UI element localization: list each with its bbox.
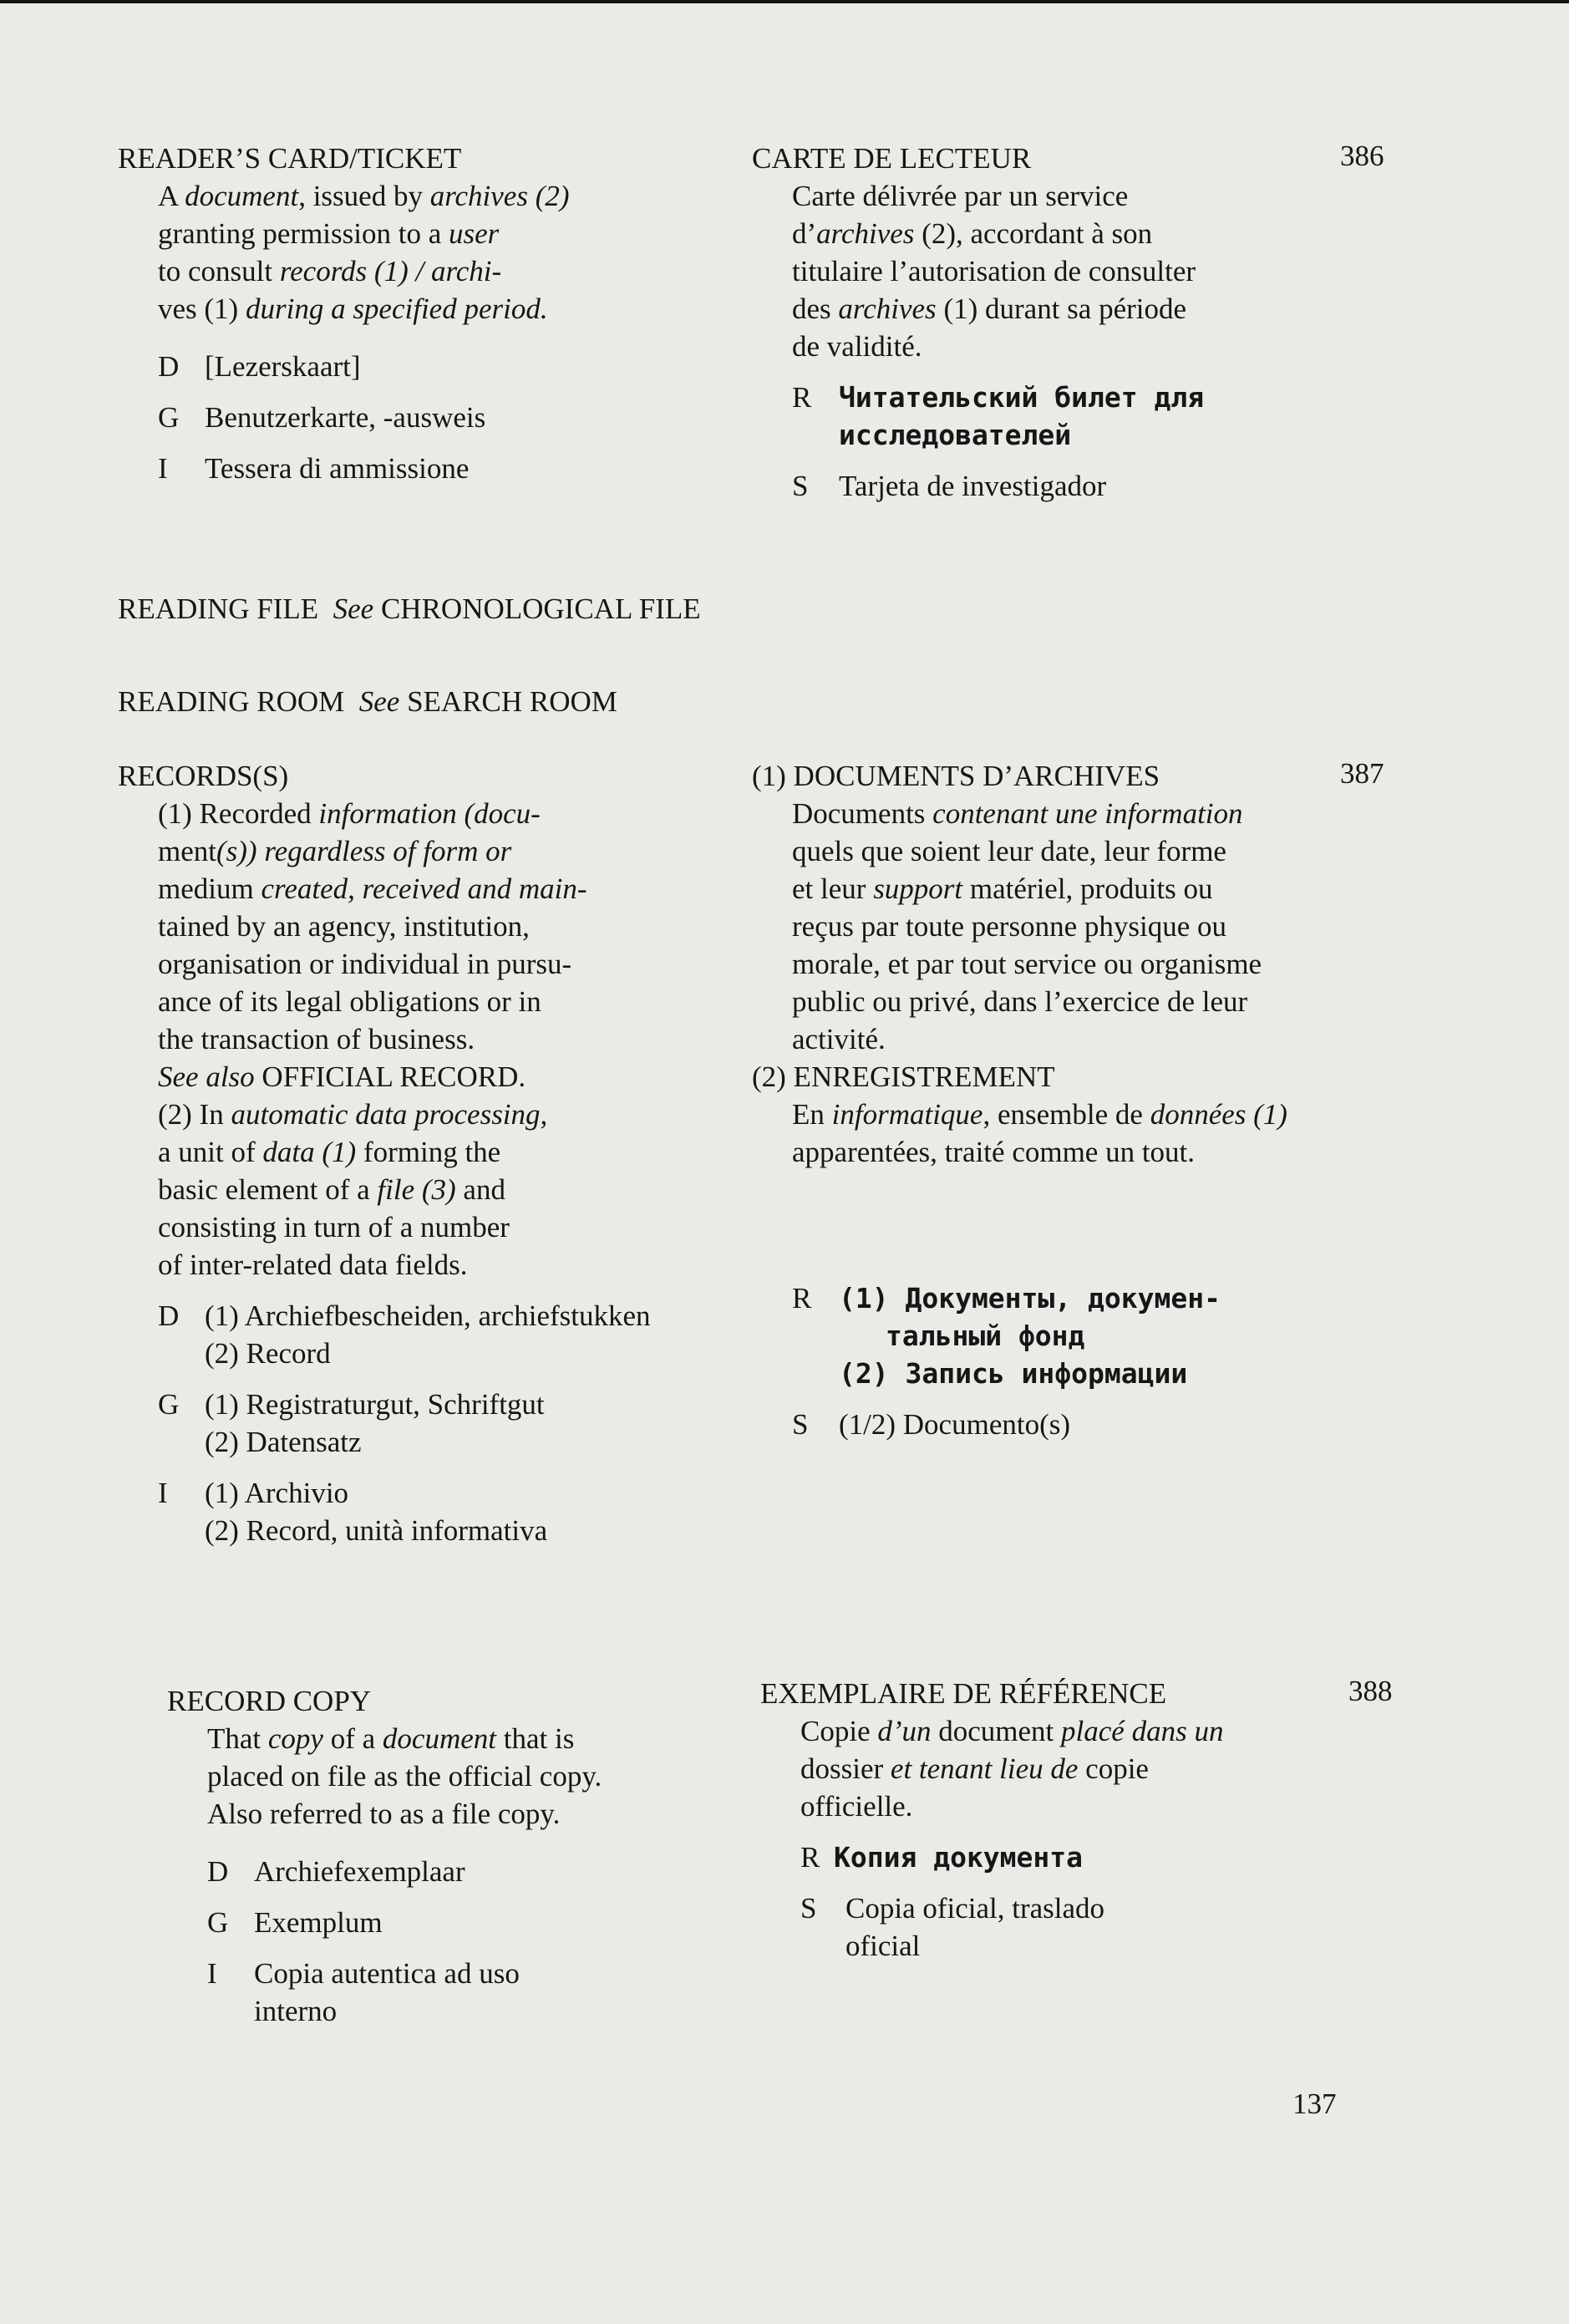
xref-reading-file: READING FILE See CHRONOLOGICAL FILE [118,592,701,625]
definition-line: basic element of a file (3) and [158,1173,505,1206]
definition-line: dossier et tenant lieu de copie [800,1752,1149,1785]
entry-388-english [167,1682,735,2030]
definition-line: tained by an agency, institution, [158,910,530,943]
definition-line: des archives (1) durant sa période [792,292,1187,325]
definition-line: de validité. [792,330,922,363]
definition-line: the transaction of business. [158,1023,475,1055]
entry-387-french [752,757,1404,1443]
entry-388-fr-term: EXEMPLAIRE DE RÉFÉRENCE [760,1677,1167,1710]
definition-line: placed on file as the official copy. [207,1760,602,1793]
entry-388-russian: R Копия документа [800,1841,1084,1874]
definition-line: En informatique, ensemble de données (1) [792,1098,1287,1131]
entry-388-spanish: S Copia oficial, traslado oficial [800,1892,1105,1962]
definition-line: apparentées, traité comme un tout. [792,1136,1196,1168]
entry-386-russian: R Читательский билет для исследователей [792,381,1205,451]
definition-line: quels que soient leur date, leur forme [792,835,1226,867]
definition-line: d’archives (2), accordant à son [792,217,1153,250]
definition-line: titulaire l’autorisation de consulter [792,255,1196,287]
definition-line: granting permission to a user [158,217,500,250]
entry-386-fr-definition [792,177,1420,365]
entry-387-russian: R (1) Документы, докумен- тальный фонд (2) Запись информации [792,1282,1221,1390]
definition-line: That copy of a document that is [207,1722,575,1755]
entry-386-german: G Benutzerkarte, -ausweis [158,401,486,434]
entry-387-english [118,757,753,1549]
definition-line: of inter-related data fields. [158,1248,468,1281]
entry-387-dutch: D (1) Archiefbescheiden, archiefstukken (2) Record [158,1299,651,1370]
entry-386-number: 386 [1340,140,1384,172]
entry-388-en-term: RECORD COPY [167,1685,372,1717]
definition-line: ance of its legal obligations or in [158,985,541,1018]
entry-388-fr-definition [800,1712,1379,1825]
entry-386-spanish: S Tarjeta de investigador [792,470,1107,502]
entry-388-german: G Exemplum [207,1906,383,1939]
definition-line: Also referred to as a file copy. [207,1798,561,1830]
definition-line: A document, issued by archives (2) [158,180,570,212]
definition-line: a unit of data (1) forming the [158,1136,501,1168]
entry-386-en-definition [158,177,703,328]
entry-388-number: 388 [1348,1675,1393,1707]
entry-387-en-definition-2 [158,1096,753,1284]
entry-387-en-definition-1 [158,795,753,1058]
entry-387-fr-definition-2 [792,1096,1404,1171]
page-number: 137 [1292,2088,1337,2120]
entry-388-french [760,1675,1379,1965]
definition-line: reçus par toute personne physique ou [792,910,1226,943]
definition-line: Documents contenant une information [792,797,1243,830]
entry-386-ru-line2: исследователей [839,419,1072,451]
definition-line: (1) Recorded information (docu- [158,797,541,830]
definition-line: et leur support matériel, produits ou [792,872,1213,905]
entry-386-en-term: READER’S CARD/TICKET [118,142,462,175]
entry-387-german: G (1) Registraturgut, Schriftgut (2) Datensatz [158,1388,545,1458]
entry-386-french [752,140,1420,505]
entry-388-en-definition [207,1720,735,1833]
entry-387-italian: I (1) Archivio (2) Record, unità informativa [158,1477,548,1547]
entry-386-italian: I Tessera di ammissione [158,452,470,485]
definition-line: ment(s)) regardless of form or [158,835,512,867]
definition-line: Carte délivrée par un service [792,180,1129,212]
definition-line: Copie d’un document placé dans un [800,1715,1224,1747]
definition-line: ves (1) during a specified period. [158,292,548,325]
definition-line: consisting in turn of a number [158,1211,510,1243]
entry-386-english [118,140,703,487]
definition-line: organisation or individual in pursu- [158,948,572,980]
entry-388-italian: I Copia autentica ad uso interno [207,1957,520,2027]
entry-387-fr-term-2: (2) ENREGISTREMENT [752,1060,1055,1093]
xref-reading-room: READING ROOM See SEARCH ROOM [118,685,617,718]
definition-line: (2) In automatic data processing, [158,1098,548,1131]
top-edge-line [0,0,1569,3]
entry-387-en-term: RECORDS(S) [118,760,289,792]
definition-line: morale, et par tout service ou organisme [792,948,1262,980]
entry-387-fr-definition-1 [792,795,1404,1058]
entry-387-fr-term: (1) DOCUMENTS D’ARCHIVES [752,760,1160,792]
entry-387-number: 387 [1340,757,1384,790]
entry-386-ru-line1: Читательский билет для [839,381,1205,414]
entry-387-spanish: S (1/2) Documento(s) [792,1408,1071,1441]
entry-387-see-also: See also OFFICIAL RECORD. [158,1060,526,1093]
definition-line: public ou privé, dans l’exercice de leur [792,985,1248,1018]
definition-line: officielle. [800,1790,913,1823]
definition-line: activité. [792,1023,886,1055]
definition-line: to consult records (1) / archi- [158,255,502,287]
entry-388-dutch: D Archiefexemplaar [207,1855,465,1888]
entry-386-dutch: D [Lezerskaart] [158,350,361,383]
entry-386-fr-term: CARTE DE LECTEUR [752,142,1032,175]
definition-line: medium created, received and main- [158,872,587,905]
